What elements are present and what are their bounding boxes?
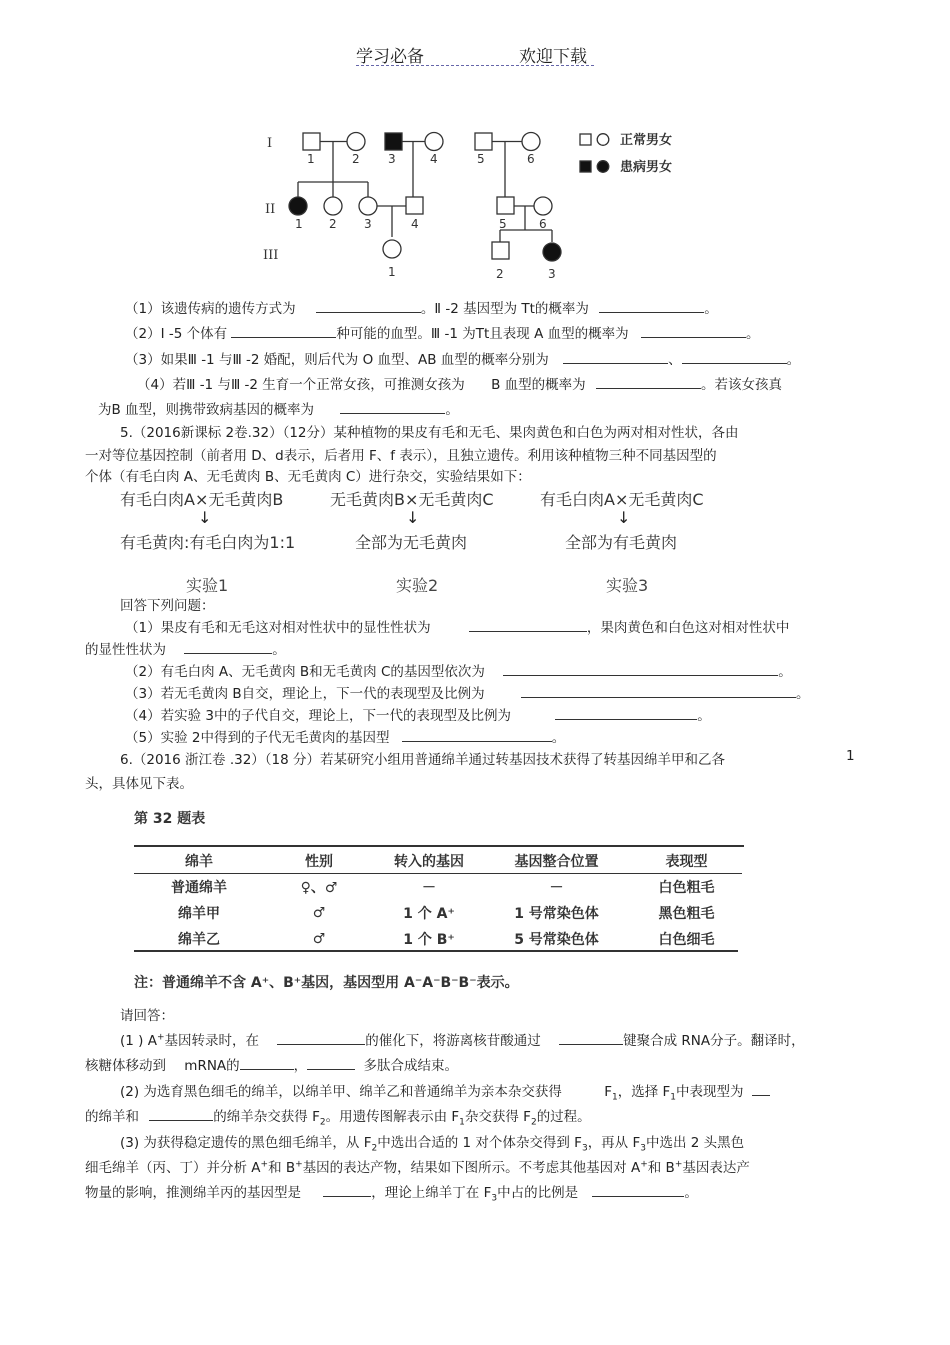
q5-sub1-cont: 的显性性状为 。: [85, 642, 286, 658]
q6-blank-5[interactable]: [752, 1082, 770, 1096]
q4-blank-7[interactable]: [596, 375, 701, 389]
q5-blank-3[interactable]: [503, 662, 778, 676]
q5-blank-6[interactable]: [402, 728, 552, 742]
exp1-cross: 有毛白肉A×无毛黄肉B: [120, 490, 284, 509]
table-title: 第 32 题表: [134, 811, 206, 827]
legend-affected: 患病男女: [620, 160, 673, 175]
q5-sub3: （3）若无毛黄肉 B自交，理论上，下一代的表现型及比例为 。: [125, 686, 810, 702]
pedigree-label-II2: 2: [329, 217, 337, 231]
q6-line1-end: 1: [846, 748, 855, 764]
pedigree-label-I2: 2: [352, 152, 360, 166]
table-cell: 绵羊甲: [178, 906, 220, 922]
q6-blank-4[interactable]: [307, 1056, 355, 1070]
table-cell: 绵羊乙: [178, 932, 220, 948]
q6-blank-1[interactable]: [277, 1031, 365, 1045]
exp3-cross: 有毛白肉A×无毛黄肉C: [540, 490, 704, 509]
exp3-arrow: ↓: [617, 508, 631, 527]
q4-blank-2[interactable]: [599, 299, 704, 313]
q5-line3: 个体（有毛白肉 A、无毛黄肉 B、无毛黄肉 C）进行杂交，实验结果如下：: [85, 469, 531, 485]
table-note: 注：普通绵羊不含 A⁺、B⁺基因，基因型用 A⁻A⁻B⁻B⁻表示。: [134, 975, 519, 991]
q6-sub3-cont: 细毛绵羊（丙、丁）并分析 A+和 B+基因的表达产物，结果如下图所示。不考虑其他基因对 A+和 B+基因表达产: [85, 1159, 750, 1176]
q6-line2: 头，具体见下表。: [85, 776, 193, 792]
q5-line1: 5.（2016新课标 2卷.32）（12分）某种植物的果皮有毛和无毛、果肉黄色和白色为两对相对性状，各由: [120, 425, 739, 441]
exp3-label: 实验3: [606, 576, 649, 595]
pedigree-label-II5: 5: [499, 217, 507, 231]
generation-label-II: II: [265, 202, 276, 217]
q6-sub3: (3) 为获得稳定遗传的黑色细毛绵羊，从 $F_2$中选出合适的 1 对个体杂交得到 $F_3$，再从 $F_3$中选出 2 头黑色: [120, 1135, 745, 1154]
q5-sub4: （4）若实验 3中的子代自交，理论上，下一代的表现型及比例为 。: [125, 708, 711, 724]
table-header-cell: 基因整合位置: [514, 854, 599, 870]
table-rule-top: [134, 845, 744, 847]
q6-blank-2[interactable]: [559, 1031, 623, 1045]
table-header-cell: 表现型: [665, 854, 708, 870]
exp1-arrow: ↓: [198, 508, 212, 527]
q5-prompt: 回答下列问题：: [120, 598, 215, 614]
header-divider: [356, 65, 594, 66]
q4-part1: （1）该遗传病的遗传方式为 。Ⅱ -2 基因型为 Tt的概率为 。: [125, 301, 718, 317]
sheep-table: [134, 848, 744, 952]
exp2-arrow: ↓: [406, 508, 420, 527]
q5-blank-5[interactable]: [555, 706, 697, 720]
table-row: [134, 926, 744, 952]
table-cell: 1 个 B⁺: [403, 932, 455, 948]
table-cell: 5 号常染色体: [514, 932, 599, 948]
table-header-cell: 转入的基因: [394, 854, 464, 870]
q6-sub1: (1 ) A+基因转录时，在 的催化下，将游离核苷酸通过 键聚合成 RNA分子。翻译时，: [120, 1032, 805, 1049]
pedigree-label-I5: 5: [477, 152, 485, 166]
exp2-result: 全部为无毛黄肉: [355, 533, 468, 552]
header-right: 欢迎下载: [519, 47, 587, 67]
q6-blank-7[interactable]: [323, 1183, 371, 1197]
pedigree-label-III2: 2: [496, 267, 504, 281]
q4-part4-cont: 为B 血型，则携带致病基因的概率为 。: [98, 402, 459, 418]
q4-blank-4[interactable]: [641, 324, 746, 338]
pedigree-label-I3: 3: [388, 152, 396, 166]
table-cell: 1 个 A⁺: [403, 906, 455, 922]
table-cell: －: [549, 880, 564, 896]
table-header-row: [134, 848, 744, 874]
q5-line2: 一对等位基因控制（前者用 D、d表示，后者用 F、f 表示），且独立遗传。利用该种植物三种不同基因型的: [85, 448, 717, 464]
q6-sub2: (2) 为选育黑色细毛的绵羊，以绵羊甲、绵羊乙和普通绵羊为亲本杂交获得 $F_1$，选择 $F_1$中表现型为: [120, 1080, 770, 1103]
legend-normal: 正常男女: [620, 133, 673, 148]
q5-blank-4[interactable]: [521, 684, 796, 698]
q5-blank-2[interactable]: [184, 640, 272, 654]
q4-part3: （3）如果Ⅲ -1 与Ⅲ -2 婚配，则后代为 O 血型、AB 血型的概率分别为 、 。: [125, 352, 801, 368]
table-cell: 普通绵羊: [171, 880, 227, 896]
q5-sub5: （5）实验 2中得到的子代无毛黄肉的基因型 。: [125, 730, 566, 746]
q6-sub1-cont: 核糖体移动到 mRNA的 ， 多肽合成结束。: [85, 1058, 458, 1074]
header-left: 学习必备: [356, 47, 424, 67]
pedigree-label-II4: 4: [411, 217, 419, 231]
pedigree-label-I6: 6: [527, 152, 535, 166]
table-row: [134, 874, 744, 900]
table-header-cell: 绵羊: [185, 854, 213, 870]
pedigree-label-III3: 3: [548, 267, 556, 281]
table-cell: 1 号常染色体: [514, 906, 599, 922]
generation-label-III: III: [263, 248, 279, 263]
pedigree-label-II6: 6: [539, 217, 547, 231]
q4-blank-8[interactable]: [340, 400, 445, 414]
exp2-label: 实验2: [396, 576, 439, 595]
table-header-cell: 性别: [305, 854, 333, 870]
table-cell: ♂: [312, 905, 326, 921]
table-cell: ♀、♂: [300, 880, 338, 896]
exp1-label: 实验1: [186, 576, 229, 595]
q5-sub2: （2）有毛白肉 A、无毛黄肉 B和无毛黄肉 C的基因型依次为 。: [125, 664, 792, 680]
q6-prompt: 请回答：: [120, 1008, 174, 1024]
q6-sub3-cont2: 物量的影响，推测绵羊丙的基因型是 ，理论上绵羊丁在 $F_3$中占的比例是 。: [85, 1185, 698, 1204]
pedigree-label-I1: 1: [307, 152, 315, 166]
pedigree-label-I4: 4: [430, 152, 438, 166]
q6-blank-3[interactable]: [240, 1056, 294, 1070]
exp3-result: 全部为有毛黄肉: [565, 533, 678, 552]
table-cell: ♂: [312, 931, 326, 947]
q4-blank-3[interactable]: [231, 324, 336, 338]
q6-blank-6[interactable]: [149, 1107, 213, 1121]
q4-part2: （2）Ⅰ -5 个体有 种可能的血型。Ⅲ -1 为Tt且表现 A 血型的概率为 。: [125, 326, 760, 342]
table-cell: －: [422, 880, 436, 896]
q5-sub1: （1）果皮有毛和无毛这对相对性状中的显性性状为 ，果肉黄色和白色这对相对性状中: [125, 620, 790, 636]
table-row: [134, 900, 744, 926]
exp2-cross: 无毛黄肉B×无毛黄肉C: [330, 490, 494, 509]
pedigree-label-II3: 3: [364, 217, 372, 231]
q6-line1: 6.（2016 浙江卷 .32）（18 分）若某研究小组用普通绵羊通过转基因技术获得了转基因绵羊甲和乙各: [120, 752, 726, 768]
table-cell: 白色粗毛: [658, 880, 715, 896]
q4-part4: （4）若Ⅲ -1 与Ⅲ -2 生育一个正常女孩，可推测女孩为 B 血型的概率为 。若该女孩真: [137, 377, 782, 393]
q5-blank-1[interactable]: [469, 618, 587, 632]
exp1-result: 有毛黄肉:有毛白肉为1:1: [120, 533, 296, 552]
pedigree-diagram: [255, 125, 705, 285]
generation-label-I: I: [267, 136, 273, 151]
q6-blank-8[interactable]: [592, 1183, 684, 1197]
q6-sub2-cont: 的绵羊和 的绵羊杂交获得 $F_2$。用遗传图解表示由 $F_1$杂交获得 $F_2$的过程。: [85, 1109, 591, 1128]
q4-blank-6[interactable]: [682, 350, 787, 364]
table-cell: 黑色粗毛: [658, 906, 715, 922]
pedigree-label-III1: 1: [388, 265, 396, 279]
pedigree-label-II1: 1: [295, 217, 303, 231]
q4-blank-5[interactable]: [563, 350, 668, 364]
table-cell: 白色细毛: [658, 932, 715, 948]
q4-blank-1[interactable]: [316, 299, 421, 313]
